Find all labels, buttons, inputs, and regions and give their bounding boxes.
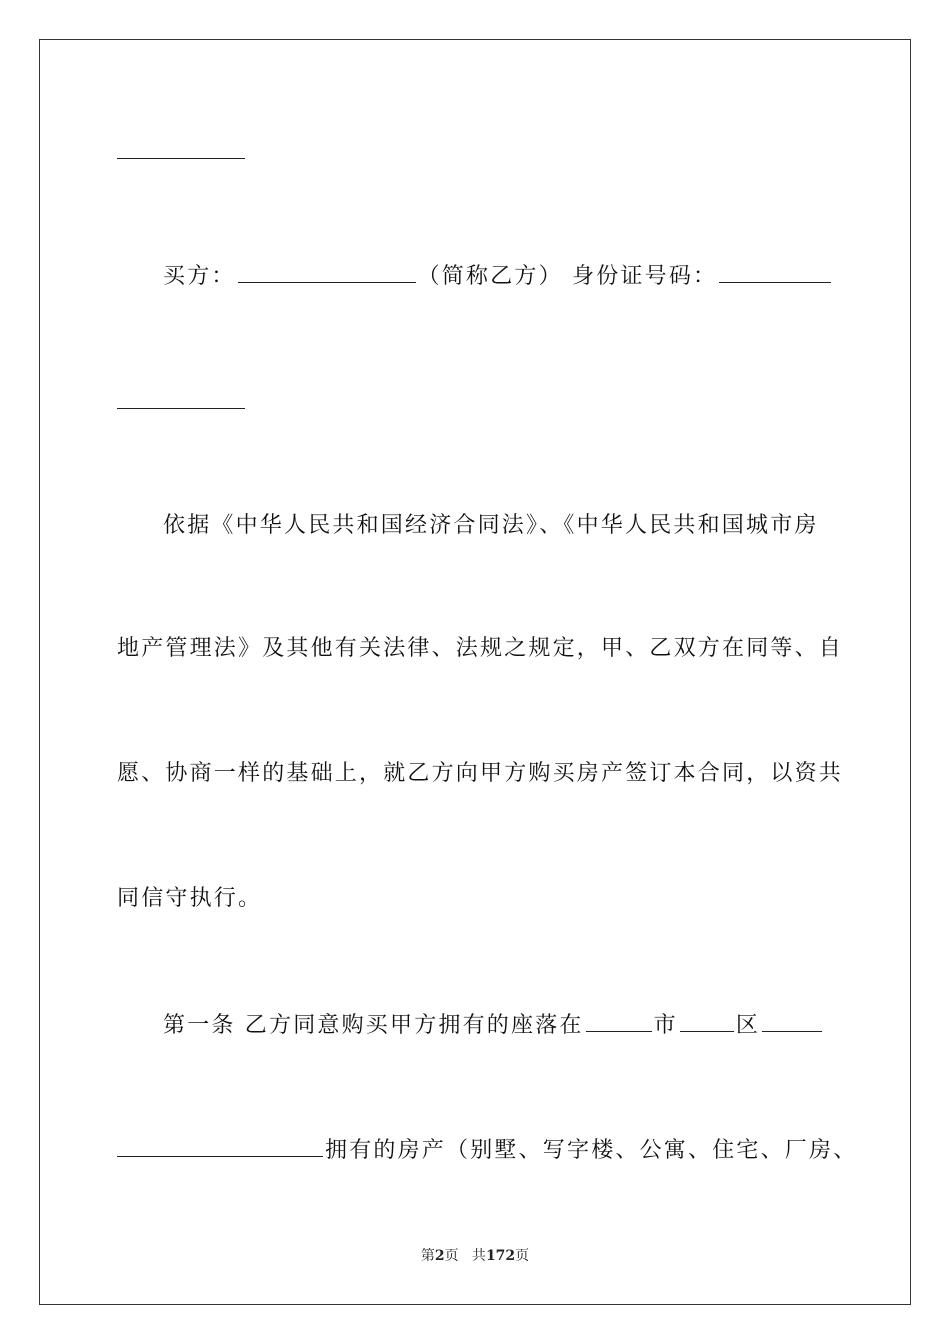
buyer-name-blank	[238, 260, 416, 283]
address-blank	[117, 1134, 323, 1157]
footer-page-mid: 页 共	[444, 1248, 486, 1264]
buyer-label: 买方：	[163, 264, 236, 289]
buyer-line	[163, 260, 883, 292]
city-blank	[586, 1009, 652, 1032]
basis-paragraph-line-2: 地产管理法》及其他有关法律、法规之规定，甲、乙双方在同等、自	[117, 636, 844, 661]
article-one-line-2-text: 拥有的房产（别墅、写字楼、公寓、住宅、厂房、	[325, 1138, 858, 1163]
basis-paragraph-line-3: 愿、协商一样的基础上，就乙方向甲方购买房产签订本合同，以资共	[117, 761, 844, 786]
id-number-blank-continuation	[117, 158, 245, 159]
basis-paragraph-line-4: 同信守执行。	[117, 886, 263, 911]
footer-total-pages: 172	[485, 1248, 516, 1264]
buyer-id-label: 身份证号码：	[572, 264, 718, 289]
page-frame	[39, 39, 911, 1305]
footer-page-prefix: 第	[420, 1248, 435, 1264]
buyer-abbrev: （简称乙方）	[417, 264, 563, 289]
article-one-prefix: 第一条 乙方同意购买甲方拥有的座落在	[163, 1013, 584, 1038]
footer-page-suffix: 页	[515, 1248, 530, 1264]
footer-page-number: 2	[434, 1248, 445, 1264]
page-footer	[0, 1246, 950, 1266]
basis-paragraph-line-1: 依据《中华人民共和国经济合同法》、《中华人民共和国城市房	[163, 513, 819, 538]
article-one-line-2	[117, 1134, 858, 1166]
district-blank	[680, 1009, 734, 1032]
buyer-id-blank-continuation	[117, 408, 245, 409]
street-blank	[762, 1009, 822, 1032]
article-one-line-1	[163, 1009, 883, 1041]
buyer-id-blank	[719, 260, 831, 283]
district-label: 区	[735, 1013, 761, 1038]
city-label: 市	[653, 1013, 678, 1038]
